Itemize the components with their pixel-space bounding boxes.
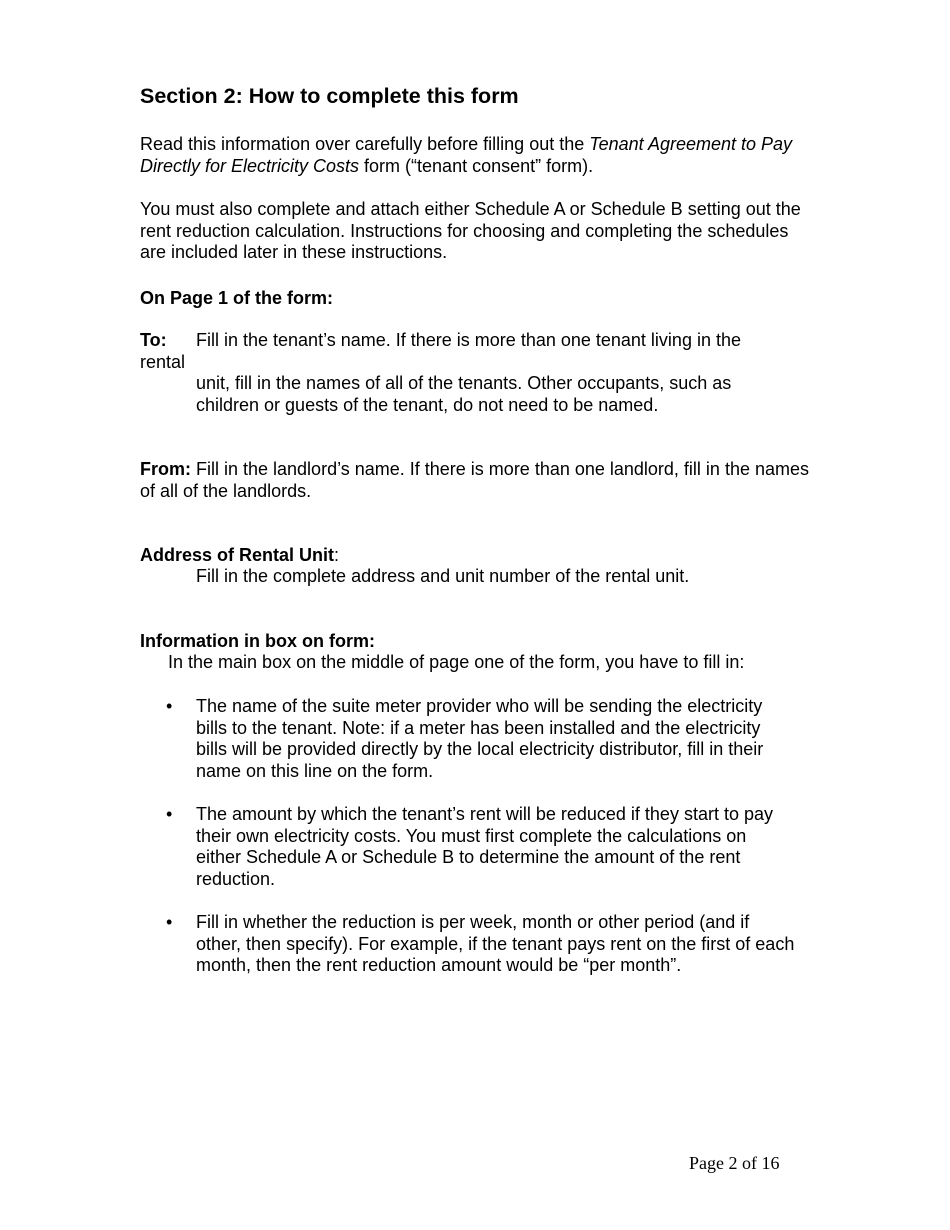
to-text-line2: rental [140, 351, 186, 372]
to-text-rest: unit, fill in the names of all of the tenants. Other occupants, such as children or guests of the tenant, do not need to be named. [196, 373, 732, 415]
from-text: Fill in the landlord’s name. If there is more than one landlord, fill in the names of all of the landlords. [140, 459, 809, 501]
address-label: Address of Rental Unit [140, 545, 335, 565]
intro-p1-tail: form (“tenant consent” form). [359, 155, 594, 176]
bullet-text-3: Fill in whether the reduction is per week, month or other period (and if other, then specify). For example, if the tenant pays rent on the first of each month, then the rent reduction amount would be “per month”. [196, 912, 795, 975]
to-label: To: [140, 330, 167, 350]
info-box-heading: Information in box on form: [140, 631, 375, 651]
address-colon: : [334, 545, 340, 565]
intro-paragraph-1 [140, 134, 810, 177]
address-heading [140, 545, 339, 567]
to-field-line [140, 330, 741, 352]
to-text-line1: Fill in the tenant’s name. If there is more than one tenant living in the [196, 330, 741, 350]
from-label: From: [140, 459, 191, 479]
intro-p1-text: Read this information over carefully before filling out the [140, 134, 590, 154]
info-box-intro: In the main box on the middle of page one of the form, you have to fill in: [168, 652, 745, 672]
intro-paragraph-2: You must also complete and attach either Schedule A or Schedule B setting out the rent reduction calculation. Instructions for choosing and completing the schedules are included later in these instructions. [140, 199, 801, 262]
document-page [140, 0, 812, 1230]
page1-heading: On Page 1 of the form: [140, 288, 334, 308]
page-number: Page 2 of 16 [689, 1153, 780, 1173]
section-title: Section 2: How to complete this form [140, 84, 519, 108]
bullet-icon: • [166, 804, 173, 824]
from-field [140, 459, 810, 502]
bullet-text-2: The amount by which the tenant’s rent will be reduced if they start to pay their own electricity costs. You must first complete the calculations on either Schedule A or Schedule B to determine the amount of the rent reduction. [196, 804, 773, 889]
bullet-icon: • [166, 696, 173, 716]
bullet-icon: • [166, 912, 173, 932]
bullet-text-1: The name of the suite meter provider who will be sending the electricity bills to the tenant. Note: if a meter has been installed and the electricity bills will be provided directly by the local electricity distributor, fill in their name on this line on the form. [196, 696, 764, 781]
form-title-italic: Tenant Agreement to Pay Directly for Electricity Costs [140, 134, 793, 176]
address-text: Fill in the complete address and unit number of the rental unit. [196, 566, 690, 586]
